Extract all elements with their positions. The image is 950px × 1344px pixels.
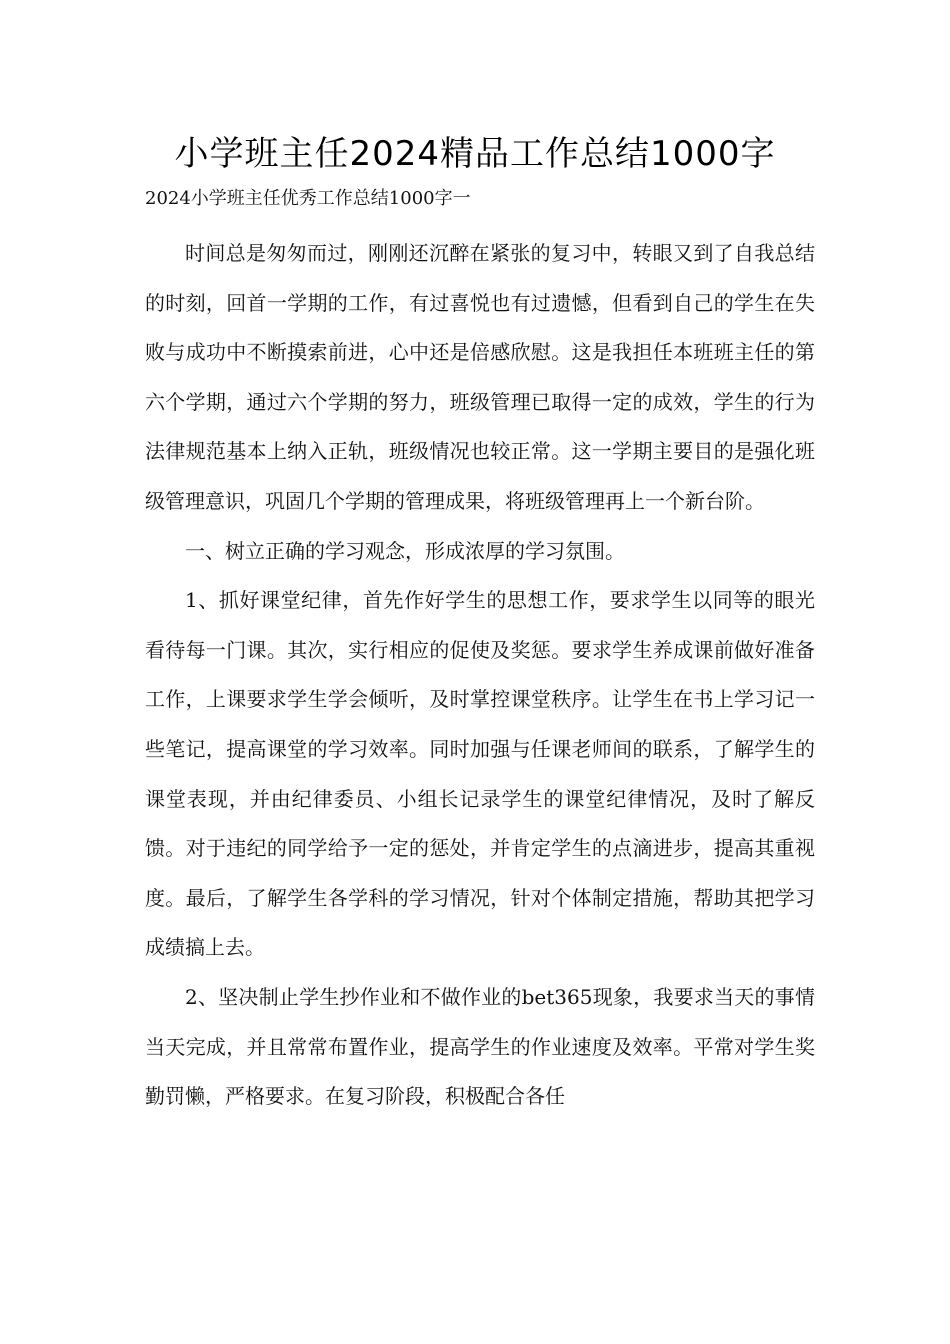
document-subtitle: 2024小学班主任优秀工作总结1000字一 — [145, 188, 471, 209]
section-heading-1: 一、树立正确的学习观念，形成浓厚的学习氛围。 — [185, 538, 625, 563]
document-body — [145, 229, 815, 1122]
paragraph-item-1: 1、抓好课堂纪律，首先作好学生的思想工作，要求学生以同等的眼光看待每一门课。其次，实行相应的促使及奖惩。要求学生养成课前做好准备工作，上课要求学生学会倾听，及时掌控课堂秩序。让学生在书上学习记一些笔记，提高课堂的学习效率。同时加强与任课老师间的联系，了解学生的课堂表现，并由纪律委员、小组长记录学生的课堂纪律情况，及时了解反馈。对于违纪的同学给予一定的惩处，并肯定学生的点滴进步，提高其重视度。最后，了解学生各学科的学习情况，针对个体制定措施，帮助其把学习成绩搞上去。 — [145, 588, 815, 960]
paragraph-item-2: 2、坚决制止学生抄作业和不做作业的bet365现象，我要求当天的事情当天完成，并且常常布置作业，提高学生的作业速度及效率。平常对学生奖勤罚懒，严格要求。在复习阶段，积极配合各任 — [145, 984, 815, 1109]
paragraph-intro: 时间总是匆匆而过，刚刚还沉醉在紧张的复习中，转眼又到了自我总结的时刻，回首一学期的工作，有过喜悦也有过遗憾，但看到自己的学生在失败与成功中不断摸索前进，心中还是倍感欣慰。这是我担任本班班主任的第六个学期，通过六个学期的努力，班级管理已取得一定的成效，学生的行为法律规范基本上纳入正轨，班级情况也较正常。这一学期主要目的是强化班级管理意识，巩固几个学期的管理成果，将班级管理再上一个新台阶。 — [145, 241, 815, 513]
document-title: 小学班主任2024精品工作总结1000字 — [174, 134, 776, 174]
